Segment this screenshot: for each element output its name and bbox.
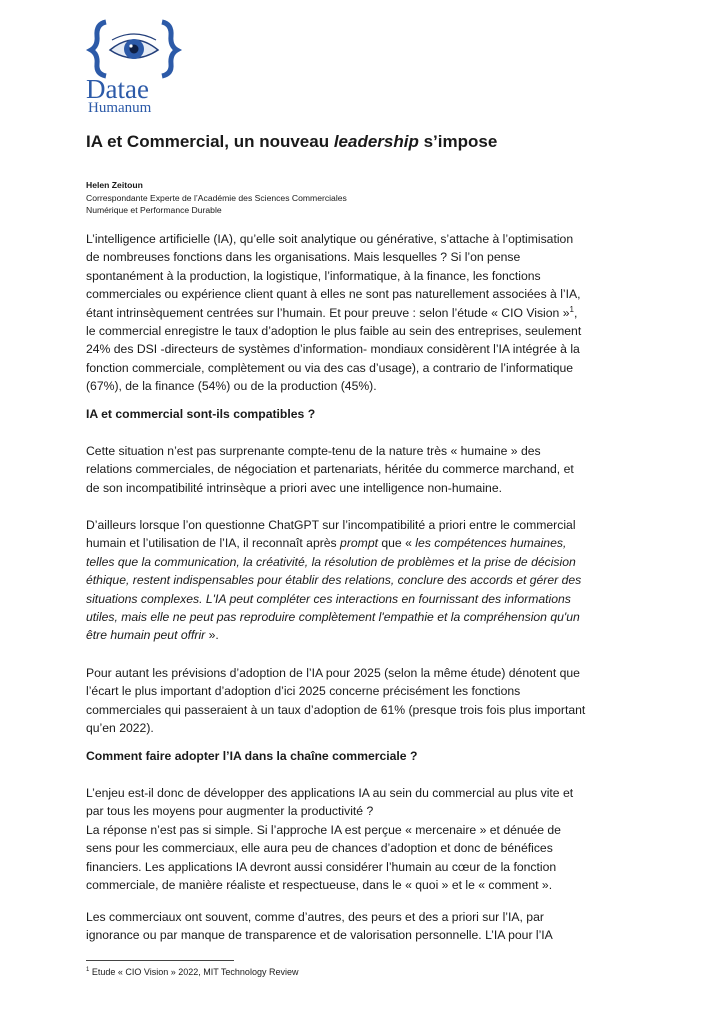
text-line: l’écart le plus important d’adoption d’ici 2025 concerne précisément les fonctions	[86, 684, 521, 699]
footnote-text: Etude « CIO Vision » 2022, MIT Technology Review	[89, 967, 299, 977]
section-heading-adoption: Comment faire adopter l’IA dans la chaîne commerciale ?	[86, 749, 418, 763]
text-line: de son incompatibilité intrinsèque a priori avec une intelligence non-humaine.	[86, 480, 502, 495]
footnote-divider	[86, 960, 234, 961]
text-line: ignorance ou par manque de transparence et de valorisation personnelle. L’IA pour l’IA	[86, 928, 553, 943]
text-line: L’enjeu est-il donc de développer des applications IA au sein du commercial au plus vite et	[86, 786, 574, 800]
author-specialty: Numérique et Performance Durable	[86, 205, 222, 216]
text-line: commerciales ou expérience client quant à elles ne sont pas naturellement associées à l’IA,	[86, 287, 581, 302]
footnote-ref: 1	[569, 304, 574, 314]
author-role: Correspondante Experte de l’Académie des Sciences Commerciales	[86, 192, 347, 203]
author-block	[86, 179, 347, 217]
text-line: financiers. Les applications IA devront aussi considérer l’humain au cœur de la fonction	[86, 859, 557, 874]
eye-logo-icon	[80, 16, 200, 114]
text-line: commerciales qui passeraient à un taux d’adoption de 61% (presque trois fois plus important	[86, 702, 586, 717]
paragraph-fears	[86, 908, 646, 945]
text-line: étant intrinsèquement centrées sur l’humain. Et pour preuve : selon l’étude « CIO Vision »$^1$,	[86, 304, 578, 320]
quote-line: être humain peut offrir ».	[86, 628, 219, 643]
text-line: (67%), de la finance (54%) ou de la production (45%).	[86, 379, 377, 394]
quote-line: éthique, restent indispensables pour établir des relations, conclure des accords et gérer des	[86, 573, 582, 588]
text-line: fonction commerciale, complètement ou via des cas d’usage), a contrario de l’informatique	[86, 360, 574, 375]
author-name: Helen Zeitoun	[86, 180, 143, 190]
logo-word-humanum: Humanum	[88, 100, 152, 114]
quote-line: situations complexes. L'IA peut compléter ces interactions en fournissant des informations	[86, 591, 571, 606]
title-pre: IA et Commercial, un nouveau	[86, 132, 334, 151]
text-line: humain et l’utilisation de l’IA, il reconnaît après prompt que « les compétences humaines,	[86, 536, 567, 551]
paragraph-chatgpt-quote	[86, 516, 646, 645]
section-heading-compatibility: IA et commercial sont-ils compatibles ?	[86, 407, 316, 421]
quote-line: utiles, mais elle ne peut pas reproduire complètement l'empathie et la compréhension qu'un	[86, 610, 580, 625]
paragraph-intro	[86, 230, 646, 396]
footnote-number: 1	[86, 967, 90, 973]
text-line: 24% des DSI -directeurs de systèmes d’information- mondiaux considèrent l’IA intégrée à la	[86, 342, 580, 357]
text-line: D’ailleurs lorsque l’on questionne ChatGPT sur l’incompatibilité a priori entre le commercial	[86, 518, 576, 532]
article-title	[86, 132, 497, 152]
text-line: Pour autant les prévisions d’adoption de l’IA pour 2025 (selon la même étude) dénotent que	[86, 666, 580, 680]
text-line-content: étant intrinsèquement centrées sur l’humain. Et pour preuve : selon l’étude « CIO Vision »	[86, 305, 570, 320]
text-line: sens pour les commerciaux, elle aura peu de chances d’adoption et donc de bénéfices	[86, 841, 553, 856]
footnote	[86, 967, 298, 977]
text-line: par tous les moyens pour augmenter la productivité ?	[86, 804, 374, 819]
title-emphasis: leadership	[333, 132, 419, 151]
text-line: qu’en 2022).	[86, 721, 154, 736]
title-post: s’impose	[418, 132, 498, 151]
text-line: L’intelligence artificielle (IA), qu’elle soit analytique ou générative, s’attache à l’optimisation	[86, 232, 574, 246]
paragraph-human-nature	[86, 442, 646, 497]
logo-word-datae: Datae	[86, 74, 149, 104]
text-line: de nombreuses fonctions dans les organisations. Mais lesquelles ? Si l’on pense	[86, 250, 521, 265]
text-line: spontanément à la production, la logistique, l’informatique, à la finance, les fonctions	[86, 268, 541, 283]
text-line: le commercial enregistre le taux d’adoption le plus faible au sein des entreprises, seulement	[86, 324, 582, 339]
datae-humanum-logo	[80, 16, 200, 114]
text-line: Les commerciaux ont souvent, comme d’autres, des peurs et des a priori sur l’IA, par	[86, 910, 544, 924]
text-line: La réponse n’est pas si simple. Si l’approche IA est perçue « mercenaire » et dénuée de	[86, 822, 561, 837]
text-line: commerciale, de manière réaliste et respectueuse, dans le « quoi » et le « comment ».	[86, 878, 553, 893]
paragraph-stakes	[86, 784, 646, 894]
text-line: relations commerciales, de négociation et partenariats, héritée du commerce marchand, et	[86, 462, 574, 477]
paragraph-forecast	[86, 664, 646, 738]
text-line: Cette situation n’est pas surprenante compte-tenu de la nature très « humaine » des	[86, 444, 541, 458]
quote-line: telles que la communication, la créativité, la résolution de problèmes et la prise de décision	[86, 554, 576, 569]
